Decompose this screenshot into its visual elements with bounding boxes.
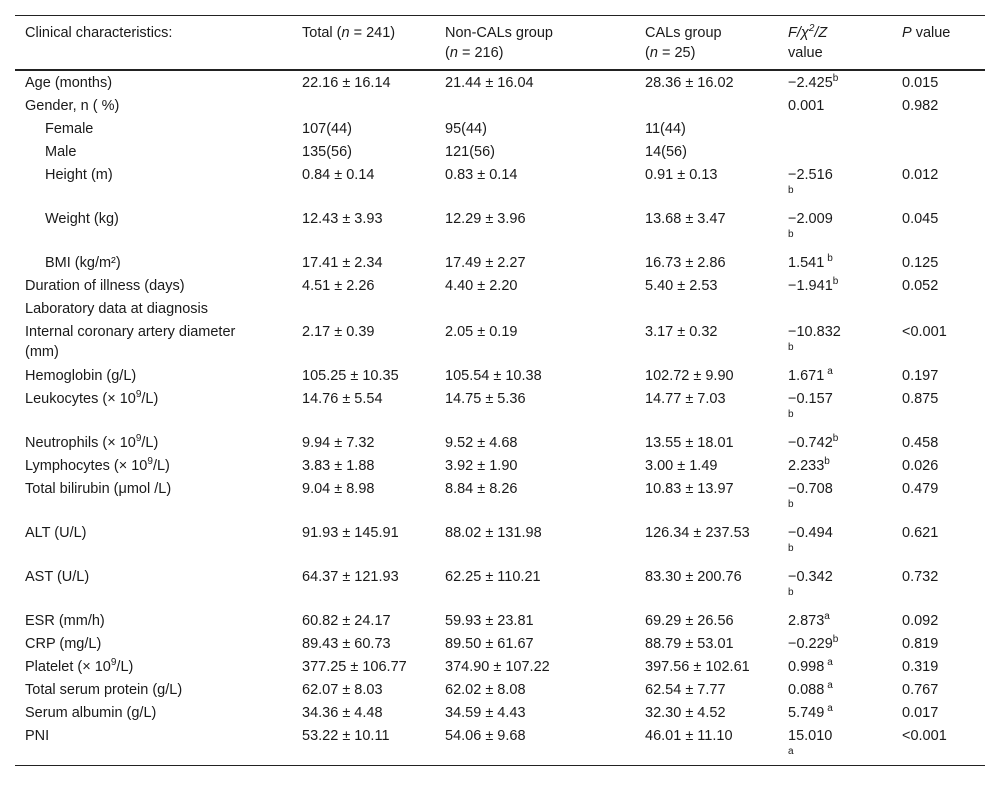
cell-p-value: 0.621 [902,525,939,541]
cell-cals: 126.34 ± 237.53 [645,525,750,541]
header-p-value: P value [902,25,951,41]
row-label: Gender, n ( %) [25,98,120,114]
cell-non-cals: 54.06 ± 9.68 [445,728,526,744]
cell-p-value: 0.767 [902,682,939,698]
cell-p-value: 0.017 [902,705,939,721]
cell-p-value: 0.479 [902,481,939,497]
cell-p-value: 0.125 [902,255,939,271]
cell-statistic: 0.998 $^a$ [788,657,833,675]
cell-p-value: 0.092 [902,613,939,629]
cell-statistic: −2.516 b [788,167,833,196]
row-label: Duration of illness (days) [25,278,185,294]
table-row [15,73,985,96]
header-non-cals: Non-CALs group (n = 216) [445,25,553,61]
cell-cals: 14(56) [645,144,687,160]
cell-non-cals: 121(56) [445,144,495,160]
cell-non-cals: 21.44 ± 16.04 [445,75,534,91]
cell-statistic [788,119,902,142]
cell-cals: 14.77 ± 7.03 [645,391,726,407]
cell-statistic: −0.494 b [788,525,833,554]
cell-non-cals: 9.52 ± 4.68 [445,435,518,451]
header-statistic: $F/\chi^2/Z$ value [788,23,828,61]
table-row [15,96,985,119]
table-header [15,16,985,69]
cell-total: 9.94 ± 7.32 [302,435,375,451]
cell-p-value: 0.012 [902,167,939,183]
row-label: Female [45,121,94,137]
table-row [15,657,985,680]
cell-total: 12.43 ± 3.93 [302,211,383,227]
cell-cals: 62.54 ± 7.77 [645,682,726,698]
cell-p-value: 0.052 [902,278,939,294]
cell-cals: 3.00 ± 1.49 [645,458,718,474]
table-row [15,322,985,366]
table-row [15,523,985,567]
cell-total: 91.93 ± 145.91 [302,525,399,541]
cell-total: 34.36 ± 4.48 [302,705,383,721]
cell-cals: 13.68 ± 3.47 [645,211,726,227]
cell-p-value [902,142,985,165]
cell-non-cals: 34.59 ± 4.43 [445,705,526,721]
table-row [15,611,985,634]
cell-cals: 32.30 ± 4.52 [645,705,726,721]
row-label: Male [45,144,77,160]
cell-non-cals: 8.84 ± 8.26 [445,481,518,497]
cell-non-cals: 374.90 ± 107.22 [445,659,550,675]
cell-statistic: 2.233$^b$ [788,456,830,474]
cell-statistic: −0.342 b [788,569,833,598]
header-cals: CALs group (n = 25) [645,25,722,61]
cell-non-cals: 62.25 ± 110.21 [445,569,541,585]
cell-total: 0.84 ± 0.14 [302,167,375,183]
cell-total: 9.04 ± 8.98 [302,481,375,497]
cell-non-cals: 62.02 ± 8.08 [445,682,526,698]
cell-statistic: 2.873$^a$ [788,611,830,629]
cell-statistic: 0.001 [788,98,825,114]
section-label: Laboratory data at diagnosis [25,301,208,317]
cell-statistic [788,142,902,165]
cell-total: 22.16 ± 16.14 [302,75,391,91]
cell-cals: 0.91 ± 0.13 [645,167,718,183]
cell-p-value: 0.026 [902,458,939,474]
table-row [15,276,985,299]
table-row [15,634,985,657]
cell-non-cals: 0.83 ± 0.14 [445,167,518,183]
cell-total: 2.17 ± 0.39 [302,324,375,340]
cell-non-cals: 59.93 ± 23.81 [445,613,534,629]
cell-total: 377.25 ± 106.77 [302,659,407,675]
table-row [15,253,985,276]
row-label: PNI [25,728,50,744]
cell-total: 53.22 ± 10.11 [302,728,390,744]
cell-p-value: 0.045 [902,211,939,227]
row-label: Weight (kg) [45,211,119,227]
cell-cals: 10.83 ± 13.97 [645,481,734,497]
cell-non-cals: 4.40 ± 2.20 [445,278,518,294]
table-row [15,142,985,165]
cell-non-cals: 95(44) [445,121,487,137]
row-label: Lymphocytes (× $10^9/L$) [25,456,170,474]
cell-p-value: 0.875 [902,391,939,407]
cell-cals: 46.01 ± 11.10 [645,728,733,744]
cell-non-cals: 17.49 ± 2.27 [445,255,526,271]
cell-statistic: −2.425$^b$ [788,73,839,91]
table-row [15,209,985,253]
cell-statistic: 15.010 a [788,728,833,757]
row-label: Neutrophils (× $10^9/L$) [25,433,159,451]
cell-total: 62.07 ± 8.03 [302,682,383,698]
table-row [15,433,985,456]
row-label: Total bilirubin (μmol /L) [25,481,172,497]
cell-total: 107(44) [302,121,352,137]
cell-total: 3.83 ± 1.88 [302,458,375,474]
cell-p-value: 0.015 [902,75,939,91]
cell-statistic: 1.541 $^b$ [788,253,833,271]
cell-non-cals: 3.92 ± 1.90 [445,458,518,474]
header-total: Total (n = 241) [302,25,396,41]
bottom-rule [15,765,985,766]
table-row [15,366,985,389]
row-label: AST (U/L) [25,569,90,585]
cell-statistic: −10.832 b [788,324,841,353]
cell-cals: 397.56 ± 102.61 [645,659,750,675]
table-row [15,680,985,703]
cell-total: 64.37 ± 121.93 [302,569,399,585]
cell-p-value: 0.319 [902,659,939,675]
table-row [15,165,985,209]
cell-p-value: <0.001 [902,728,947,744]
cell-total: 60.82 ± 24.17 [302,613,391,629]
row-label: BMI (kg/m²) [45,255,121,271]
cell-total: 135(56) [302,144,352,160]
table-row [15,726,985,765]
cell-p-value: 0.819 [902,636,939,652]
cell-cals: 5.40 ± 2.53 [645,278,718,294]
cell-statistic: −0.742$^b$ [788,433,839,451]
cell-cals: 16.73 ± 2.86 [645,255,726,271]
cell-non-cals: 88.02 ± 131.98 [445,525,542,541]
cell-statistic: −0.708 b [788,481,833,510]
cell-non-cals: 105.54 ± 10.38 [445,368,542,384]
row-label: Age (months) [25,75,113,91]
cell-cals: 69.29 ± 26.56 [645,613,734,629]
cell-cals [645,96,788,119]
cell-p-value: 0.732 [902,569,939,585]
cell-non-cals [445,96,645,119]
row-label: Height (m) [45,167,113,183]
table-row [15,299,985,322]
cell-total: 89.43 ± 60.73 [302,636,391,652]
cell-non-cals: 2.05 ± 0.19 [445,324,518,340]
cell-p-value: <0.001 [902,324,947,340]
cell-non-cals: 12.29 ± 3.96 [445,211,526,227]
cell-p-value: 0.982 [902,98,939,114]
cell-p-value: 0.458 [902,435,939,451]
row-label: Serum albumin (g/L) [25,705,157,721]
cell-statistic: −0.229$^b$ [788,634,839,652]
cell-cals: 102.72 ± 9.90 [645,368,734,384]
cell-total: 105.25 ± 10.35 [302,368,399,384]
row-label: ESR (mm/h) [25,613,105,629]
cell-cals: 88.79 ± 53.01 [645,636,734,652]
table-row [15,567,985,611]
cell-non-cals: 14.75 ± 5.36 [445,391,526,407]
cell-non-cals: 89.50 ± 61.67 [445,636,534,652]
cell-cals: 11(44) [645,121,686,137]
cell-statistic: 1.671 $^a$ [788,366,833,384]
cell-cals: 13.55 ± 18.01 [645,435,734,451]
header-characteristics: Clinical characteristics: [25,25,173,41]
row-label: Platelet (× $10^9/L$) [25,657,134,675]
row-label: ALT (U/L) [25,525,87,541]
row-label: Hemoglobin (g/L) [25,368,137,384]
row-label: CRP (mg/L) [25,636,102,652]
cell-total: 17.41 ± 2.34 [302,255,383,271]
table-row [15,479,985,523]
cell-statistic: −1.941$^b$ [788,276,839,294]
cell-p-value [902,119,985,142]
table-row [15,119,985,142]
cell-statistic: −2.009 b [788,211,833,240]
row-label: Leukocytes (× $10^9/L$) [25,389,159,407]
cell-p-value: 0.197 [902,368,939,384]
cell-total: 4.51 ± 2.26 [302,278,375,294]
table-row [15,456,985,479]
table-body [15,71,985,765]
cell-statistic: −0.157 b [788,391,833,420]
table-row [15,703,985,726]
cell-total: 14.76 ± 5.54 [302,391,383,407]
cell-statistic: 0.088 $^a$ [788,680,833,698]
cell-cals: 28.36 ± 16.02 [645,75,734,91]
cell-cals: 3.17 ± 0.32 [645,324,718,340]
clinical-characteristics-table [15,15,985,766]
cell-statistic: 5.749 $^a$ [788,703,833,721]
row-label: Internal coronary artery diameter (mm) [25,324,236,360]
row-label: Total serum protein (g/L) [25,682,183,698]
cell-cals: 83.30 ± 200.76 [645,569,742,585]
table-row [15,389,985,433]
cell-total [302,96,445,119]
